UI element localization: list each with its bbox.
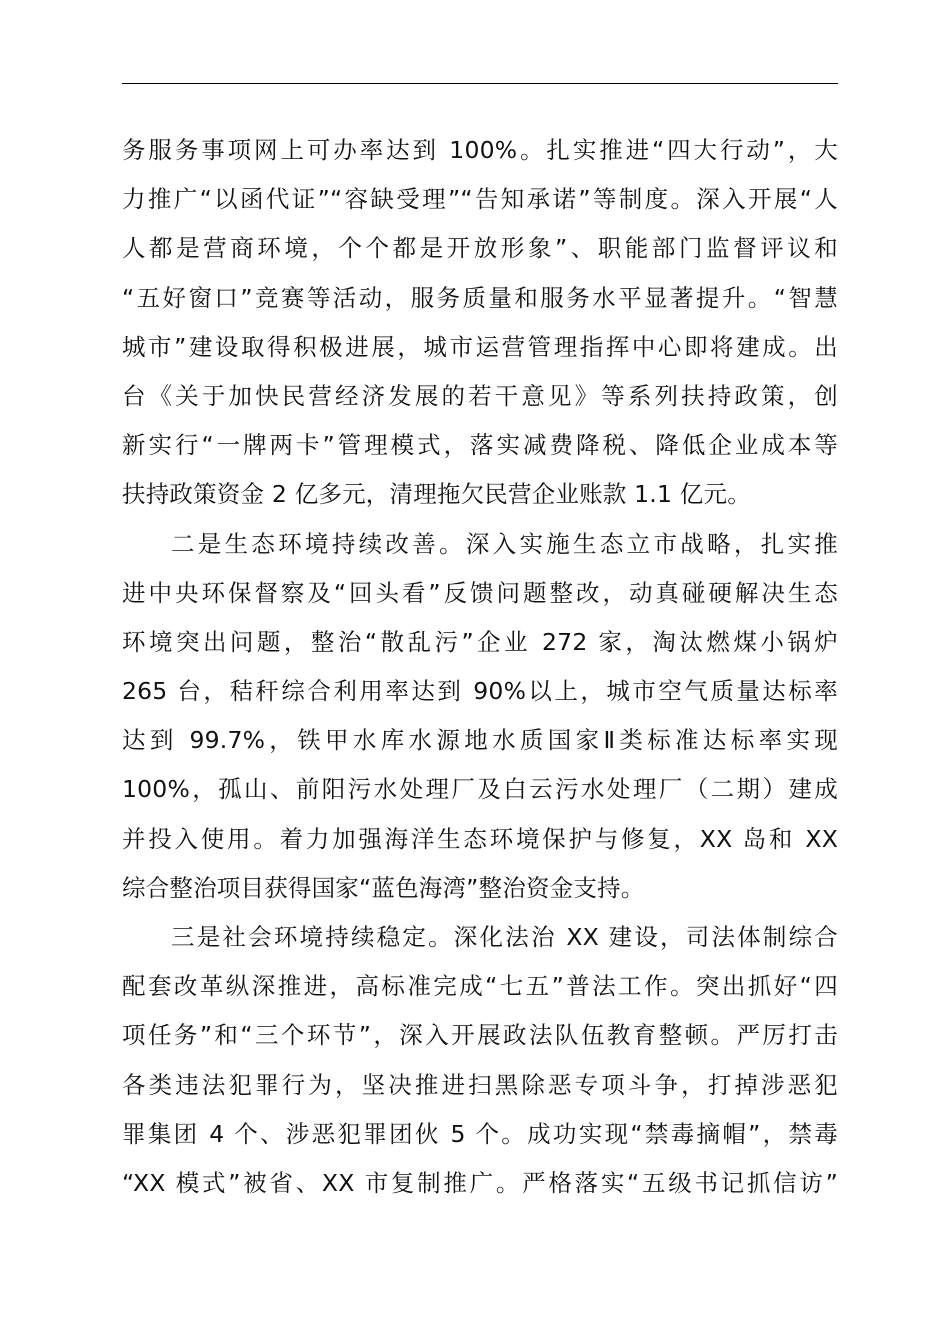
text-line: 265 台，秸秆综合利用率达到 90%以上，城市空气质量达标率 xyxy=(122,677,838,706)
text-line: 务服务事项网上可办率达到 100%。扎实推进“四大行动”，大 xyxy=(122,136,838,164)
text-line: “五好窗口”竞赛等活动，服务质量和服务水平显著提升。“智慧 xyxy=(122,283,838,312)
text-line: “XX 模式”被省、XX 市复制推广。严格落实“五级书记抓信访” xyxy=(122,1168,838,1197)
text-line: 各类违法犯罪行为，坚决推进扫黑除恶专项斗争，打掉涉恶犯 xyxy=(122,1070,838,1099)
text-line: 新实行“一牌两卡”管理模式，落实减费降税、降低企业成本等 xyxy=(122,431,838,460)
text-line: 三是社会环境持续稳定。深化法治 XX 建设，司法体制综合 xyxy=(171,923,838,951)
text-line: 达到 99.7%，铁甲水库水源地水质国家Ⅱ类标准达标率实现 xyxy=(122,726,838,755)
text-line: 二是生态环境持续改善。深入实施生态立市战略，扎实推 xyxy=(171,529,838,558)
text-line: 环境突出问题，整治“散乱污”企业 272 家，淘汰燃煤小锅炉 xyxy=(122,627,838,656)
text-line: 100%，孤山、前阳污水处理厂及白云污水处理厂（二期）建成 xyxy=(122,775,838,804)
text-line: 人都是营商环境，个个都是开放形象”、职能部门监督评议和 xyxy=(122,234,838,263)
text-line: 台《关于加快民营经济发展的若干意见》等系列扶持政策，创 xyxy=(122,381,838,410)
text-line: 力推广“以函代证”“容缺受理”“告知承诺”等制度。深入开展“人 xyxy=(122,185,838,214)
text-line: 城市”建设取得积极进展，城市运营管理指挥中心即将建成。出 xyxy=(122,332,838,361)
header-rule xyxy=(122,83,838,84)
text-line: 并投入使用。着力加强海洋生态环境保护与修复，XX 岛和 XX xyxy=(122,824,838,853)
text-line: 扶持政策资金 2 亿多元，清理拖欠民营企业账款 1.1 亿元。 xyxy=(122,480,751,509)
text-line: 进中央环保督察及“回头看”反馈问题整改，动真碰硬解决生态 xyxy=(122,578,838,607)
body-text xyxy=(122,126,838,1208)
text-line: 配套改革纵深推进，高标准完成“七五”普法工作。突出抓好“四 xyxy=(122,972,838,1001)
text-line: 罪集团 4 个、涉恶犯罪团伙 5 个。成功实现“禁毒摘帽”，禁毒 xyxy=(122,1119,838,1148)
text-line: 项任务”和“三个环节”，深入开展政法队伍教育整顿。严厉打击 xyxy=(122,1021,838,1050)
text-line: 综合整治项目获得国家“蓝色海湾”整治资金支持。 xyxy=(122,873,645,902)
